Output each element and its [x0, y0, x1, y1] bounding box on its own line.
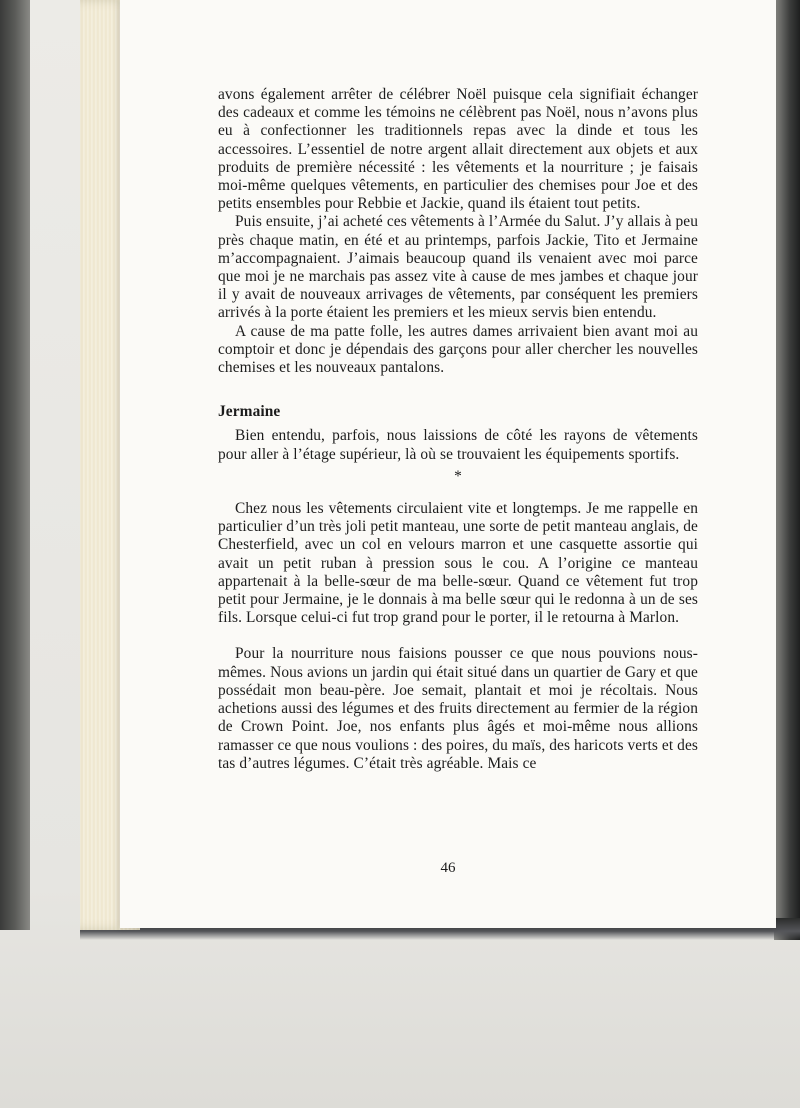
- paragraph: Bien entendu, parfois, nous laissions de côté les rayons de vêtements pour aller à l’étage supérieur, là où se trouvaient les équipements sportifs.: [218, 427, 698, 463]
- section-heading: Jermaine: [218, 403, 281, 421]
- book-page: [120, 0, 776, 928]
- scan-left-edge: [0, 0, 30, 930]
- page-number: 46: [440, 860, 456, 876]
- paragraph-gap: [218, 627, 698, 645]
- paragraph: Chez nous les vêtements circulaient vite et longtemps. Je me rappelle en particulier d’un très joli petit manteau, une sorte de petit manteau anglais, de Chesterfield, avec un col en velours marron et une casquette assortie qui avait un petit ruban à pression sous le cou. A l’origine ce manteau appartenait à la belle-sœur de ma belle-sœur. Quand ce vêtement fut trop petit pour Jermaine, je le donnais à ma belle sœur qui le redonna à un de ses fils. Lorsque celui-ci fut trop grand pour le porter, il le retourna à Marlon.: [218, 500, 698, 627]
- page-text: [218, 86, 698, 773]
- paragraph: Puis ensuite, j’ai acheté ces vêtements à l’Armée du Salut. J’y allais à peu près chaque matin, en été et au printemps, parfois Jackie, Tito et Jermaine m’accompagnaient. J’aimais beaucoup quand ils venaient avec moi parce que moi je ne marchais pas assez vite à cause de mes jambes et chaque jour il y avait de nouveaux arrivages de vêtements, par conséquent les premiers arrivés à la porte étaient les premiers et les mieux servis bien entendu.: [218, 213, 698, 322]
- scan-right-edge: [774, 0, 800, 940]
- paragraph: Pour la nourriture nous faisions pousser ce que nous pouvions nous-mêmes. Nous avions un jardin qui était situé dans un quartier de Gary et que possédait mon beau-père. Joe semait, plantait et moi je récoltais. Nous achetions aussi des légumes et des fruits directement au fermier de la région de Crown Point. Joe, nos enfants plus âgés et moi-même nous allions ramasser ce que nous voulions : des poires, du maïs, des haricots verts et des tas d’autres légumes. C’était très agréable. Mais ce: [218, 645, 698, 772]
- paragraph: avons également arrêter de célébrer Noël puisque cela signifiait échanger des cadeaux et comme les témoins ne célèbrent pas Noël, nous n’avons plus eu à confectionner les traditionnels repas avec la dinde et tous les accessoires. L’essentiel de notre argent allait directement aux objets et aux produits de première nécessité : les vêtements et la nourriture ; je faisais moi-même quelques vêtements, en particulier des chemises pour Joe et des petits ensembles pour Rebbie et Jackie, quand ils étaient tout petits.: [218, 86, 698, 213]
- section-separator: *: [454, 467, 462, 485]
- paragraph: A cause de ma patte folle, les autres dames arrivaient bien avant moi au comptoir et donc je dépendais des garçons pour aller chercher les nouvelles chemises et les nouveaux pantalons.: [218, 322, 698, 377]
